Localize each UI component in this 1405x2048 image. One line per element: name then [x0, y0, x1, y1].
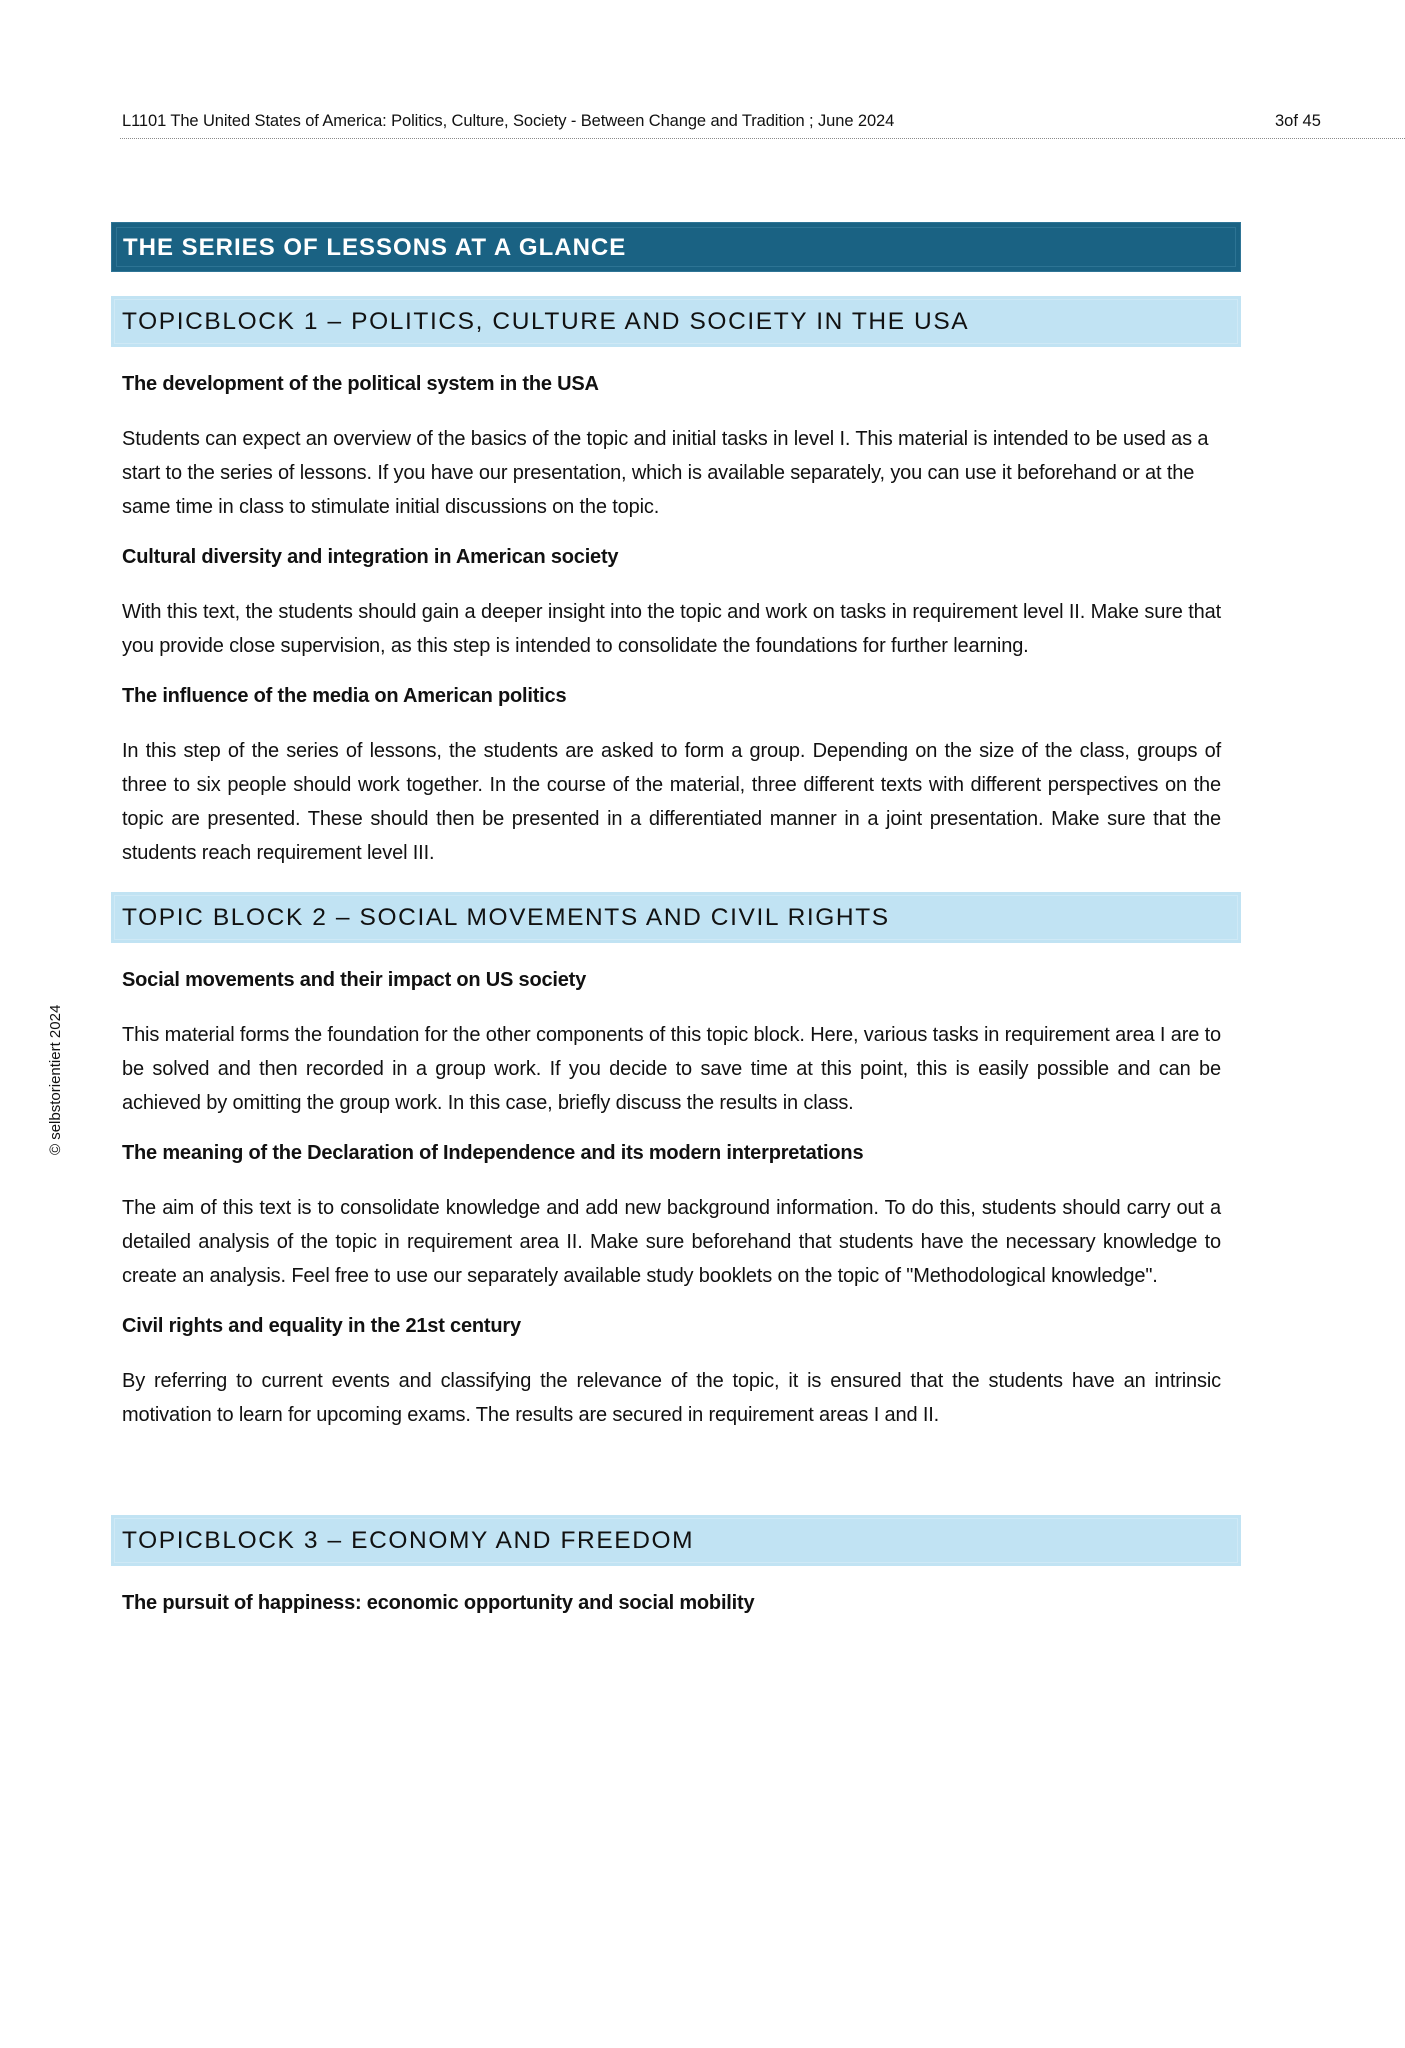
- section-heading: The influence of the media on American politics: [122, 685, 567, 707]
- section-text: By referring to current events and classifying the relevance of the topic, it is ensured that the students have an intrinsic motivation to learn for upcoming exams. The results are secured in requirement areas I and II.: [122, 1370, 1221, 1426]
- section-text: Students can expect an overview of the basics of the topic and initial tasks in level I. This material is intended to be used as a start to the series of lessons. If you have our presentation, which is available separately, you can use it beforehand or at the same time in class to stimulate initial discussions on the topic.: [122, 428, 1209, 518]
- document-title: L1101 The United States of America: Politics, Culture, Society - Between Change and Tradition ; June 2024: [122, 112, 895, 130]
- document-body: [111, 222, 1241, 1615]
- section-heading: Cultural diversity and integration in American society: [122, 546, 619, 568]
- topic-block-3-header: TOPICBLOCK 3 – ECONOMY AND FREEDOM: [111, 1515, 1241, 1566]
- section-text: This material forms the foundation for the other components of this topic block. Here, various tasks in requirement area I are to be solved and then recorded in a group work. If you decide to save time at this point, this is easily possible and can be achieved by omitting the group work. In this case, briefly discuss the results in class.: [122, 1024, 1221, 1114]
- section-heading: The meaning of the Declaration of Independence and its modern interpretations: [122, 1142, 864, 1164]
- section-text: The aim of this text is to consolidate knowledge and add new background information. To do this, students should carry out a detailed analysis of the topic in requirement area II. Make sure beforehand that students have the necessary knowledge to create an analysis. Feel free to use our separately available study booklets on the topic of "Methodological knowledge".: [122, 1197, 1221, 1287]
- section-text: With this text, the students should gain a deeper insight into the topic and work on tasks in requirement level II. Make sure that you provide close supervision, as this step is intended to consolidate the foundations for further learning.: [122, 601, 1221, 657]
- main-title: THE SERIES OF LESSONS AT A GLANCE: [111, 222, 1241, 272]
- page-number: 3of 45: [1275, 112, 1321, 130]
- section-heading: Social movements and their impact on US society: [122, 969, 587, 991]
- section-text: In this step of the series of lessons, the students are asked to form a group. Depending on the size of the class, groups of three to six people should work together. In the course of the material, three different texts with different perspectives on the topic are presented. These should then be presented in a differentiated manner in a joint presentation. Make sure that the students reach requirement level III.: [122, 740, 1221, 864]
- page-header: [120, 110, 1405, 139]
- section-heading: The pursuit of happiness: economic opportunity and social mobility: [122, 1592, 755, 1614]
- copyright-notice: © selbstorientiert 2024: [47, 1004, 64, 1155]
- section-heading: Civil rights and equality in the 21st century: [122, 1315, 521, 1337]
- topic-block-1-header: TOPICBLOCK 1 – POLITICS, CULTURE AND SOCIETY IN THE USA: [111, 296, 1241, 347]
- section-heading: The development of the political system in the USA: [122, 373, 599, 395]
- topic-block-2-header: TOPIC BLOCK 2 – SOCIAL MOVEMENTS AND CIVIL RIGHTS: [111, 892, 1241, 943]
